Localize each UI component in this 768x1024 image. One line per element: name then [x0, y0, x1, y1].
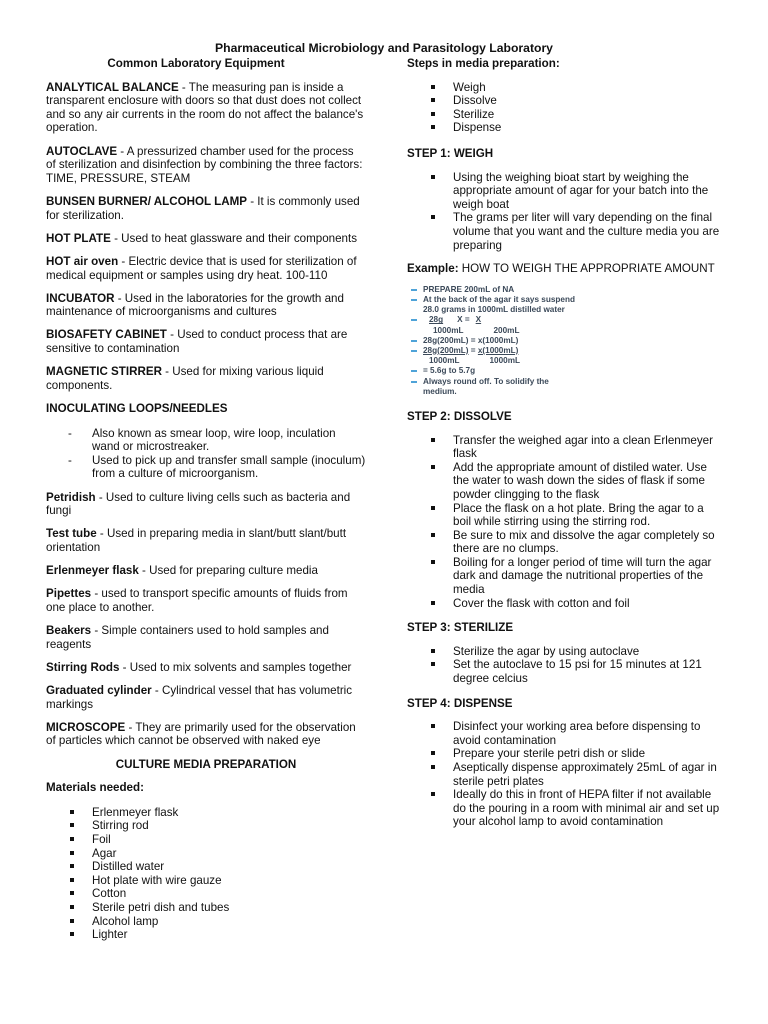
list-item: - Also known as smear loop, wire loop, inculation wand or microstreaker.: [46, 427, 366, 454]
equipment-desc: - Electric device that is used for sterilization of medical equipment or samples using dry heat. 100-110: [46, 254, 357, 282]
calc-bullet-icon: [411, 350, 417, 352]
equipment-entry: [46, 328, 366, 355]
equipment-desc: - It is commonly used for sterilization.: [46, 194, 360, 222]
list-item: Boiling for a longer period of time will turn the agar dark and damage the nutritional properties of the media: [407, 556, 723, 597]
list-item: Weigh: [407, 81, 723, 95]
list-item: Dispense: [407, 121, 723, 135]
list-item: Alcohol lamp: [46, 915, 366, 929]
equipment-desc: - used to transport specific amounts of fluids from one place to another.: [46, 587, 348, 614]
materials-list: [46, 806, 366, 942]
equipment-desc: - The measuring pan is inside a transparent enclosure with doors so that dust does not collect and so any air currents in the room do not affect the balance's operation.: [46, 80, 364, 135]
calc-line: medium.: [423, 386, 457, 396]
list-item: The grams per liter will vary depending on the final volume that you want and the culture media you are preparing: [407, 211, 723, 252]
equipment-entry: [46, 661, 366, 675]
loops-heading: INOCULATING LOOPS/NEEDLES: [46, 402, 228, 416]
list-item: Place the flask on a hot plate. Bring the agar to a boil while stirring using the stirring rod.: [407, 502, 723, 529]
list-item: Dissolve: [407, 94, 723, 108]
list-item: Prepare your sterile petri dish or slide: [407, 747, 723, 761]
step1-list: [407, 171, 723, 253]
equipment-term: INCUBATOR: [46, 291, 115, 305]
equipment-desc: - Simple containers used to hold samples and reagents: [46, 624, 329, 651]
equipment-term: HOT PLATE: [46, 231, 111, 245]
equipment-entry: [46, 145, 366, 186]
equipment-desc: - Used for mixing various liquid components.: [46, 365, 324, 392]
equipment-entry: [46, 624, 366, 651]
list-item: - Used to pick up and transfer small sample (inoculum) from a culture of microorganism.: [46, 454, 366, 481]
equipment-term: MAGNETIC STIRRER: [46, 365, 162, 379]
equipment-entry: [46, 81, 366, 135]
list-item: Hot plate with wire gauze: [46, 874, 366, 888]
equipment-desc: - Cylindrical vessel that has volumetric markings: [46, 684, 353, 711]
equipment-term: Test tube: [46, 527, 97, 541]
list-item: Be sure to mix and dissolve the agar completely so there are no clumps.: [407, 529, 723, 556]
calc-bullet-icon: [411, 289, 417, 291]
calc-line: 28g(200mL) = x(1000mL): [409, 346, 609, 356]
list-item: Agar: [46, 847, 366, 861]
list-item: Sterilize the agar by using autoclave: [407, 645, 723, 659]
equipment-entry: [46, 491, 366, 518]
step2-list: [407, 434, 723, 611]
equipment-term: Beakers: [46, 624, 92, 638]
step4-list: [407, 720, 723, 829]
list-item: Sterilize: [407, 108, 723, 122]
calc-bullet-icon: [411, 370, 417, 372]
materials-heading: Materials needed:: [46, 781, 144, 795]
list-item: Lighter: [46, 928, 366, 942]
equipment-desc: - They are primarily used for the observation of particles which cannot be observed with naked eye: [46, 720, 356, 748]
equipment-term: Pipettes: [46, 587, 92, 601]
calc-line: 28g(200mL) = x(1000mL): [409, 336, 609, 346]
list-item: Erlenmeyer flask: [46, 806, 366, 820]
calc-bullet-icon: [411, 340, 417, 342]
list-item: Cover the flask with cotton and foil: [407, 597, 723, 611]
step2-heading: STEP 2: DISSOLVE: [407, 409, 512, 423]
list-item: Aseptically dispense approximately 25mL of agar in sterile petri plates: [407, 761, 723, 788]
list-item: Transfer the weighed agar into a clean Erlenmeyer flask: [407, 434, 723, 461]
equipment-heading: Common Laboratory Equipment: [107, 57, 285, 70]
equipment-term: MICROSCOPE: [46, 720, 126, 734]
equipment-desc: - Used to heat glassware and their components: [110, 231, 358, 245]
equipment-desc: - Used in the laboratories for the growth and maintenance of microorganisms and cultures: [46, 291, 344, 319]
equipment-desc: - Used in preparing media in slant/butt slant/butt orientation: [46, 527, 347, 554]
list-item: Cotton: [46, 887, 366, 901]
step3-list: [407, 645, 723, 686]
steps-heading: Steps in media preparation:: [407, 57, 560, 70]
steps-list: [407, 81, 723, 135]
list-item: Set the autoclave to 15 psi for 15 minutes at 121 degree celcius: [407, 658, 723, 685]
equipment-entry: [46, 365, 366, 392]
equipment-entry: [46, 587, 366, 614]
example-text: HOW TO WEIGH THE APPROPRIATE AMOUNT: [458, 262, 715, 276]
equipment-term: Stirring Rods: [46, 660, 120, 674]
weighing-calculation: [409, 285, 609, 397]
example-line: [407, 262, 723, 276]
equipment-desc: - Used to mix solvents and samples together: [119, 660, 352, 674]
calc-line: = 5.6g to 5.7g: [409, 366, 609, 376]
equipment-term: Erlenmeyer flask: [46, 564, 139, 578]
culture-media-heading: CULTURE MEDIA PREPARATION: [115, 758, 297, 772]
equipment-entry: [46, 684, 366, 711]
equipment-entry: [46, 232, 366, 246]
step1-heading: STEP 1: WEIGH: [407, 146, 494, 160]
equipment-desc: - Used for preparing culture media: [138, 564, 318, 578]
equipment-term: ANALYTICAL BALANCE: [46, 80, 179, 94]
equipment-entry: [46, 195, 366, 222]
calc-line: Always round off. To solidify the: [409, 377, 609, 387]
calc-line: 28.0 grams in 1000mL distilled water: [423, 305, 565, 315]
equipment-term: BUNSEN BURNER/ ALCOHOL LAMP: [46, 194, 247, 208]
left-column: [46, 57, 366, 942]
step3-heading: STEP 3: STERILIZE: [407, 621, 514, 635]
list-item: Using the weighing bioat start by weighing the appropriate amount of agar for your batch into the weigh boat: [407, 171, 723, 212]
calc-line: At the back of the agar it says suspend: [409, 295, 609, 305]
equipment-entry: [46, 564, 366, 578]
equipment-desc: - Used to conduct process that are sensitive to contamination: [46, 328, 348, 356]
equipment-term: Graduated cylinder: [46, 684, 152, 698]
calc-line: 28g X = X: [409, 315, 609, 325]
list-item: Disinfect your working area before dispensing to avoid contamination: [407, 720, 723, 747]
list-item: Foil: [46, 833, 366, 847]
calc-bullet-icon: [411, 299, 417, 301]
document-title: Pharmaceutical Microbiology and Parasitology Laboratory: [215, 41, 553, 55]
calc-line: 1000mL 200mL: [433, 325, 520, 335]
step4-heading: STEP 4: DISPENSE: [407, 696, 513, 710]
equipment-desc: - Used to culture living cells such as bacteria and fungi: [46, 490, 351, 518]
list-item: Ideally do this in front of HEPA filter if not available do the pouring in a room with minimal air and set up your alcohol lamp to avoid contamination: [407, 788, 723, 829]
right-column: [407, 57, 723, 829]
calc-line: 1000mL 1000mL: [429, 356, 520, 366]
list-item: Add the appropriate amount of distiled water. Use the water to wash down the sides of flask if some powder clingging to the flask: [407, 461, 723, 502]
loops-list: [46, 427, 366, 481]
equipment-term: HOT air oven: [46, 254, 119, 268]
list-item: Sterile petri dish and tubes: [46, 901, 366, 915]
equipment-entry: [46, 292, 366, 319]
equipment-entry: [46, 527, 366, 554]
equipment-desc: - A pressurized chamber used for the process of sterilization and disinfection by combining the three factors: TIME, PRESSURE, STEAM: [46, 144, 363, 185]
list-item: Stirring rod: [46, 819, 366, 833]
example-label: Example:: [407, 262, 459, 276]
list-item: Distilled water: [46, 860, 366, 874]
equipment-term: AUTOCLAVE: [46, 144, 118, 158]
calc-bullet-icon: [411, 319, 417, 321]
equipment-entry: [46, 255, 366, 282]
calc-line: PREPARE 200mL of NA: [409, 285, 609, 295]
calc-bullet-icon: [411, 381, 417, 383]
equipment-term: Petridish: [46, 490, 96, 504]
equipment-term: BIOSAFETY CABINET: [46, 328, 167, 342]
equipment-entry: [46, 721, 366, 748]
